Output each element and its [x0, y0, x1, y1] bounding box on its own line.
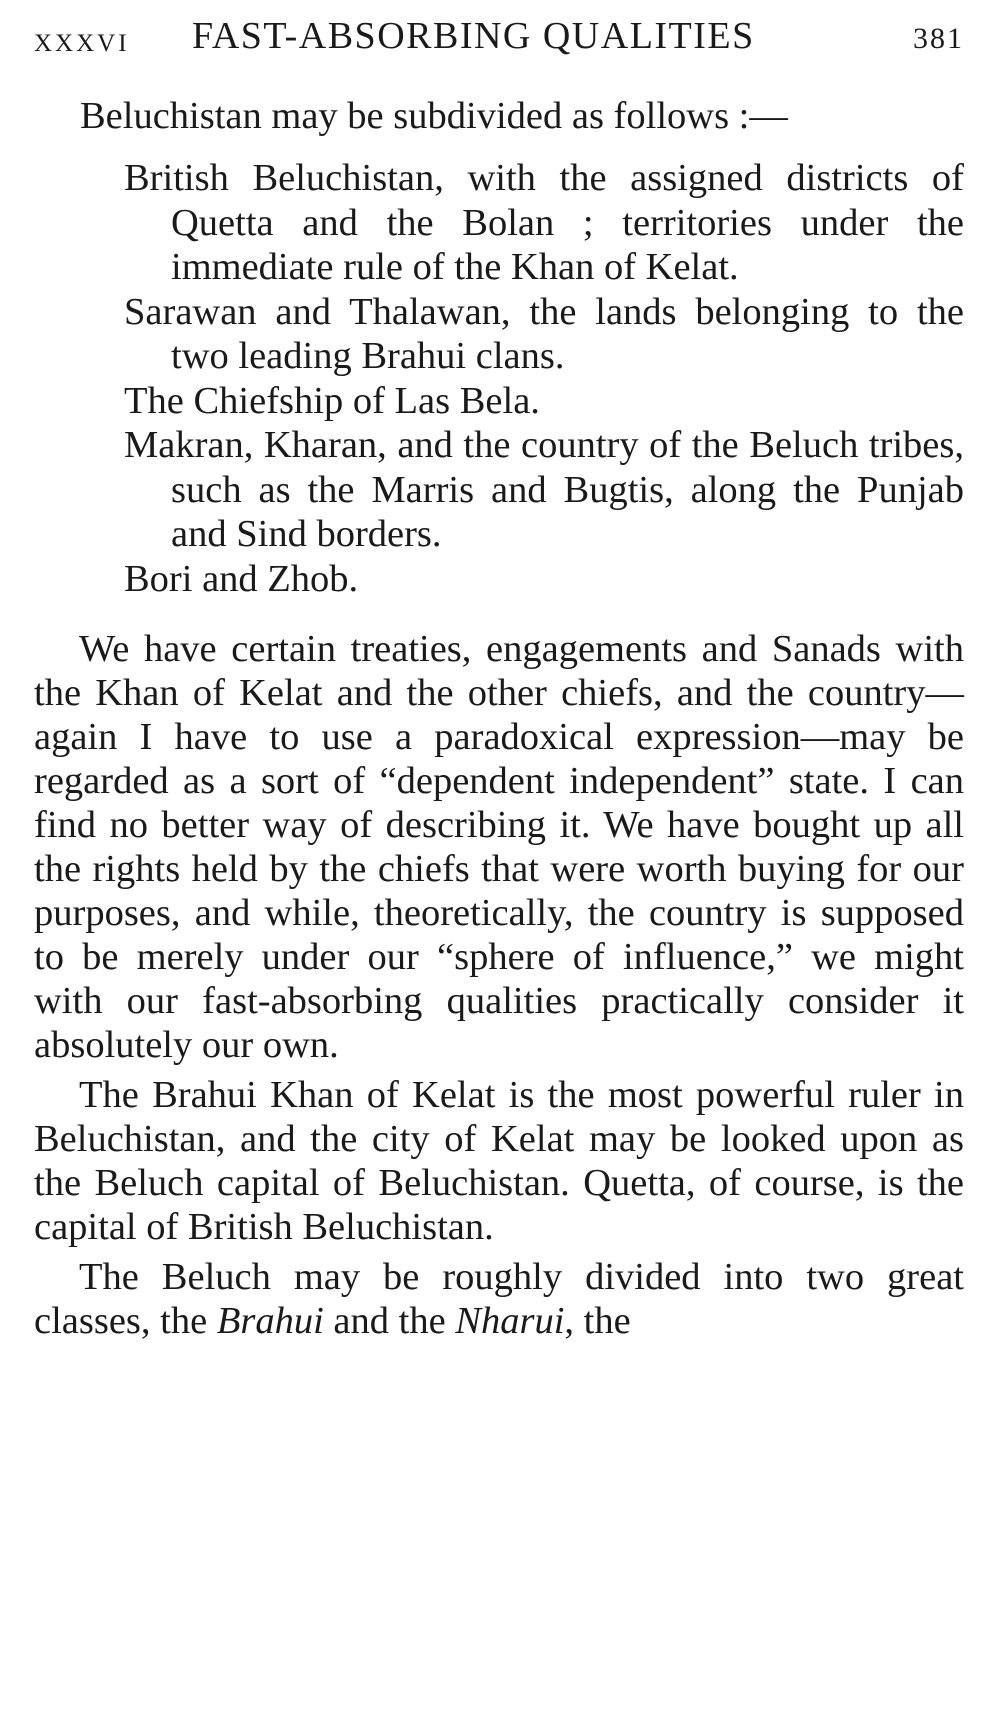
list-item: The Chiefship of Las Bela.: [124, 379, 540, 422]
list-item: British Beluchistan, with the assigned districts of Quetta and the Bolan ; territories under the immediate rule of the Khan of Kelat.: [124, 157, 964, 288]
paragraph-treaties: We have certain treaties, engagements and Sanads with the Khan of Kelat and the other chiefs, and the country—again I have to use a paradoxical expression—may be regarded as a sort of “dependent independent” state. I can find no better way of describing it. We have bought up all the rights held by the chiefs that were worth buying for our purposes, and while, theoretically, the country is supposed to be merely under our “sphere of influence,” we might with our fast-absorbing qualities practically consider it absolutely our own.: [34, 628, 964, 1066]
list-item: Sarawan and Thalawan, the lands belonging to the two leading Brahui clans.: [124, 290, 964, 377]
list-item: Bori and Zhob.: [124, 557, 359, 600]
subdivision-list: [34, 156, 964, 601]
paragraph-beluch-classes: [34, 1255, 964, 1343]
body-text: [34, 94, 964, 1343]
intro-paragraph: Beluchistan may be subdivided as follows :—: [80, 95, 788, 137]
chapter-number: XXXVI: [34, 30, 130, 57]
paragraph-text: , the: [564, 1300, 631, 1342]
running-title: FAST-ABSORBING QUALITIES: [192, 15, 755, 57]
term-brahui: Brahui: [216, 1300, 324, 1342]
paragraph-khan-of-kelat: The Brahui Khan of Kelat is the most powerful ruler in Beluchistan, and the city of Kelat may be looked upon as the Beluch capital of Beluchistan. Quetta, of course, is the capital of British Beluchistan.: [34, 1074, 964, 1248]
page-number: 381: [913, 22, 964, 55]
paragraph-text: and the: [323, 1300, 456, 1342]
list-item: Makran, Kharan, and the country of the Beluch tribes, such as the Marris and Bugtis, along the Punjab and Sind borders.: [124, 424, 964, 555]
running-head: [34, 14, 964, 64]
term-nharui: Nharui: [455, 1300, 565, 1342]
paragraph-text: The Beluch may be roughly divided into two great classes, the: [34, 1256, 964, 1342]
